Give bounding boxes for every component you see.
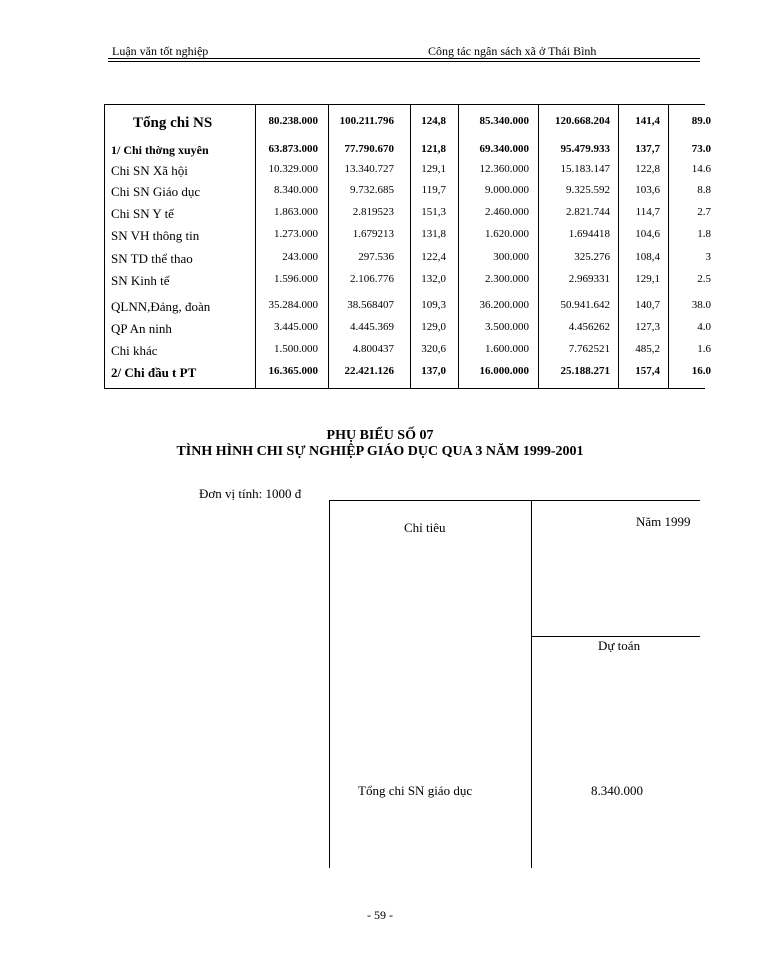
cell-c5: 325.276 bbox=[574, 251, 610, 263]
cell-c3: 129,1 bbox=[421, 163, 446, 175]
cell-c2: 38.568407 bbox=[347, 299, 394, 311]
row-label: Chi khác bbox=[111, 343, 158, 358]
cell-c6: 137,7 bbox=[635, 143, 660, 155]
cell-c1: 8.340.000 bbox=[274, 184, 318, 196]
cell-c3: 122,4 bbox=[421, 251, 446, 263]
appendix-title: PHỤ BIỂU SỐ 07 bbox=[326, 428, 434, 443]
appendix-subtitle: TÌNH HÌNH CHI SỰ NGHIỆP GIÁO DỤC QUA 3 NĂM 1999-2001 bbox=[176, 444, 584, 459]
cell-c1: 1.863.000 bbox=[274, 206, 318, 218]
cell-c6: 141,4 bbox=[635, 115, 660, 127]
unit-label: Đơn vị tính: 1000 đ bbox=[199, 486, 302, 501]
appendix-subheader-rule bbox=[531, 636, 700, 637]
cell-c6: 127,3 bbox=[635, 321, 660, 333]
cell-c2: 2.106.776 bbox=[350, 273, 394, 285]
cell-c5: 120.668.204 bbox=[555, 115, 610, 127]
year-header: Năm 1999 bbox=[636, 514, 691, 529]
cell-c7: 2.5 bbox=[697, 273, 711, 285]
cell-c2: 4.800437 bbox=[352, 343, 394, 355]
row-label: QLNN,Đảng, đoàn bbox=[111, 299, 211, 314]
cell-c4: 36.200.000 bbox=[479, 299, 529, 311]
cell-c4: 300.000 bbox=[493, 251, 529, 263]
cell-c7: 73.0 bbox=[691, 143, 711, 155]
cell-c6: 103,6 bbox=[635, 184, 660, 196]
cell-c7: 16.0 bbox=[691, 365, 711, 377]
cell-c7: 1.8 bbox=[697, 228, 711, 240]
cell-c1: 1.273.000 bbox=[274, 228, 318, 240]
cell-c4: 1.600.000 bbox=[485, 343, 529, 355]
cell-c2: 13.340.727 bbox=[344, 163, 394, 175]
cell-c2: 4.445.369 bbox=[350, 321, 394, 333]
cell-c6: 485,2 bbox=[635, 343, 660, 355]
row-label: QP An ninh bbox=[111, 321, 172, 336]
cell-c1: 35.284.000 bbox=[268, 299, 318, 311]
cell-c2: 9.732.685 bbox=[350, 184, 394, 196]
header-rule-double bbox=[108, 61, 700, 62]
cell-c1: 80.238.000 bbox=[268, 115, 318, 127]
row-label: Chi SN Y tế bbox=[111, 206, 174, 221]
row-label: SN VH thông tin bbox=[111, 228, 200, 243]
cell-c6: 104,6 bbox=[635, 228, 660, 240]
cell-c7: 89.0 bbox=[691, 115, 711, 127]
appendix-table-divider bbox=[531, 500, 532, 868]
cell-c5: 7.762521 bbox=[568, 343, 610, 355]
col-header-chi-tieu: Chỉ tiêu bbox=[404, 520, 446, 535]
unit-rule bbox=[330, 500, 700, 501]
cell-c6: 140,7 bbox=[635, 299, 660, 311]
cell-c5: 4.456262 bbox=[568, 321, 610, 333]
cell-c4: 16.000.000 bbox=[479, 365, 529, 377]
cell-c7: 1.6 bbox=[697, 343, 711, 355]
row-label-total-education: Tổng chi SN giáo dục bbox=[358, 783, 473, 798]
cell-c1: 1.596.000 bbox=[274, 273, 318, 285]
row-label: Tổng chi NS bbox=[133, 115, 213, 131]
header-left-text: Luận văn tốt nghiệp bbox=[112, 44, 209, 58]
cell-c6: 129,1 bbox=[635, 273, 660, 285]
cell-c7: 8.8 bbox=[697, 184, 711, 196]
cell-c3: 109,3 bbox=[421, 299, 446, 311]
cell-c2: 22.421.126 bbox=[344, 365, 394, 377]
cell-c6: 157,4 bbox=[635, 365, 660, 377]
cell-c1: 3.445.000 bbox=[274, 321, 318, 333]
row-value-total-education: 8.340.000 bbox=[591, 783, 643, 798]
cell-c4: 9.000.000 bbox=[485, 184, 529, 196]
cell-c3: 119,7 bbox=[421, 184, 446, 196]
cell-c5: 25.188.271 bbox=[560, 365, 610, 377]
cell-c6: 114,7 bbox=[635, 206, 660, 218]
cell-c5: 9.325.592 bbox=[566, 184, 610, 196]
row-label: Chi SN Xã hội bbox=[111, 163, 188, 178]
row-label: SN Kinh tế bbox=[111, 273, 170, 288]
cell-c2: 100.211.796 bbox=[339, 115, 394, 127]
cell-c6: 122,8 bbox=[635, 163, 660, 175]
cell-c3: 124,8 bbox=[421, 115, 446, 127]
cell-c5: 50.941.642 bbox=[560, 299, 610, 311]
cell-c3: 132,0 bbox=[421, 273, 446, 285]
cell-c3: 137,0 bbox=[421, 365, 446, 377]
cell-c4: 3.500.000 bbox=[485, 321, 529, 333]
cell-c1: 16.365.000 bbox=[268, 365, 318, 377]
sub-header-du-toan: Dự toán bbox=[598, 638, 641, 653]
row-label: 1/ Chi thờng xuyên bbox=[111, 143, 209, 157]
cell-c5: 95.479.933 bbox=[560, 143, 610, 155]
cell-c2: 2.819523 bbox=[352, 206, 394, 218]
page-number: - 59 - bbox=[367, 908, 393, 922]
cell-c5: 1.694418 bbox=[568, 228, 610, 240]
cell-c4: 2.460.000 bbox=[485, 206, 529, 218]
header-right-text: Công tác ngân sách xã ở Thái Bình bbox=[428, 44, 597, 58]
row-label: 2/ Chi đầu t PT bbox=[111, 365, 197, 380]
cell-c1: 1.500.000 bbox=[274, 343, 318, 355]
cell-c3: 151,3 bbox=[421, 206, 446, 218]
column-divider bbox=[618, 105, 619, 388]
column-divider bbox=[255, 105, 256, 388]
row-label: SN TD thể thao bbox=[111, 251, 193, 266]
cell-c5: 15.183.147 bbox=[560, 163, 610, 175]
row-label: Chi SN Giáo dục bbox=[111, 184, 201, 199]
budget-table bbox=[104, 104, 711, 389]
cell-c5: 2.969331 bbox=[568, 273, 610, 285]
cell-c1: 63.873.000 bbox=[268, 143, 318, 155]
cell-c7: 14.6 bbox=[691, 163, 711, 175]
cell-c1: 10.329.000 bbox=[268, 163, 318, 175]
cell-c6: 108,4 bbox=[635, 251, 660, 263]
cell-c7: 38.0 bbox=[691, 299, 711, 311]
cell-c1: 243.000 bbox=[282, 251, 318, 263]
cell-c3: 129,0 bbox=[421, 321, 446, 333]
cell-c2: 1.679213 bbox=[352, 228, 394, 240]
cell-c7: 4.0 bbox=[697, 321, 711, 333]
cell-c2: 297.536 bbox=[358, 251, 394, 263]
cell-c4: 85.340.000 bbox=[479, 115, 529, 127]
cell-c7: 2.7 bbox=[697, 206, 711, 218]
cell-c3: 320,6 bbox=[421, 343, 446, 355]
cell-c4: 12.360.000 bbox=[479, 163, 529, 175]
header-rule bbox=[108, 58, 700, 59]
cell-c2: 77.790.670 bbox=[344, 143, 394, 155]
cell-c4: 1.620.000 bbox=[485, 228, 529, 240]
column-divider bbox=[410, 105, 411, 388]
cell-c5: 2.821.744 bbox=[566, 206, 610, 218]
cell-c3: 121,8 bbox=[421, 143, 446, 155]
cell-c3: 131,8 bbox=[421, 228, 446, 240]
cell-c4: 2.300.000 bbox=[485, 273, 529, 285]
cell-c7: 3 bbox=[705, 251, 711, 263]
cell-c4: 69.340.000 bbox=[479, 143, 529, 155]
column-divider bbox=[458, 105, 459, 388]
column-divider bbox=[668, 105, 669, 388]
column-divider bbox=[328, 105, 329, 388]
appendix-table-border bbox=[329, 500, 330, 868]
column-divider bbox=[538, 105, 539, 388]
